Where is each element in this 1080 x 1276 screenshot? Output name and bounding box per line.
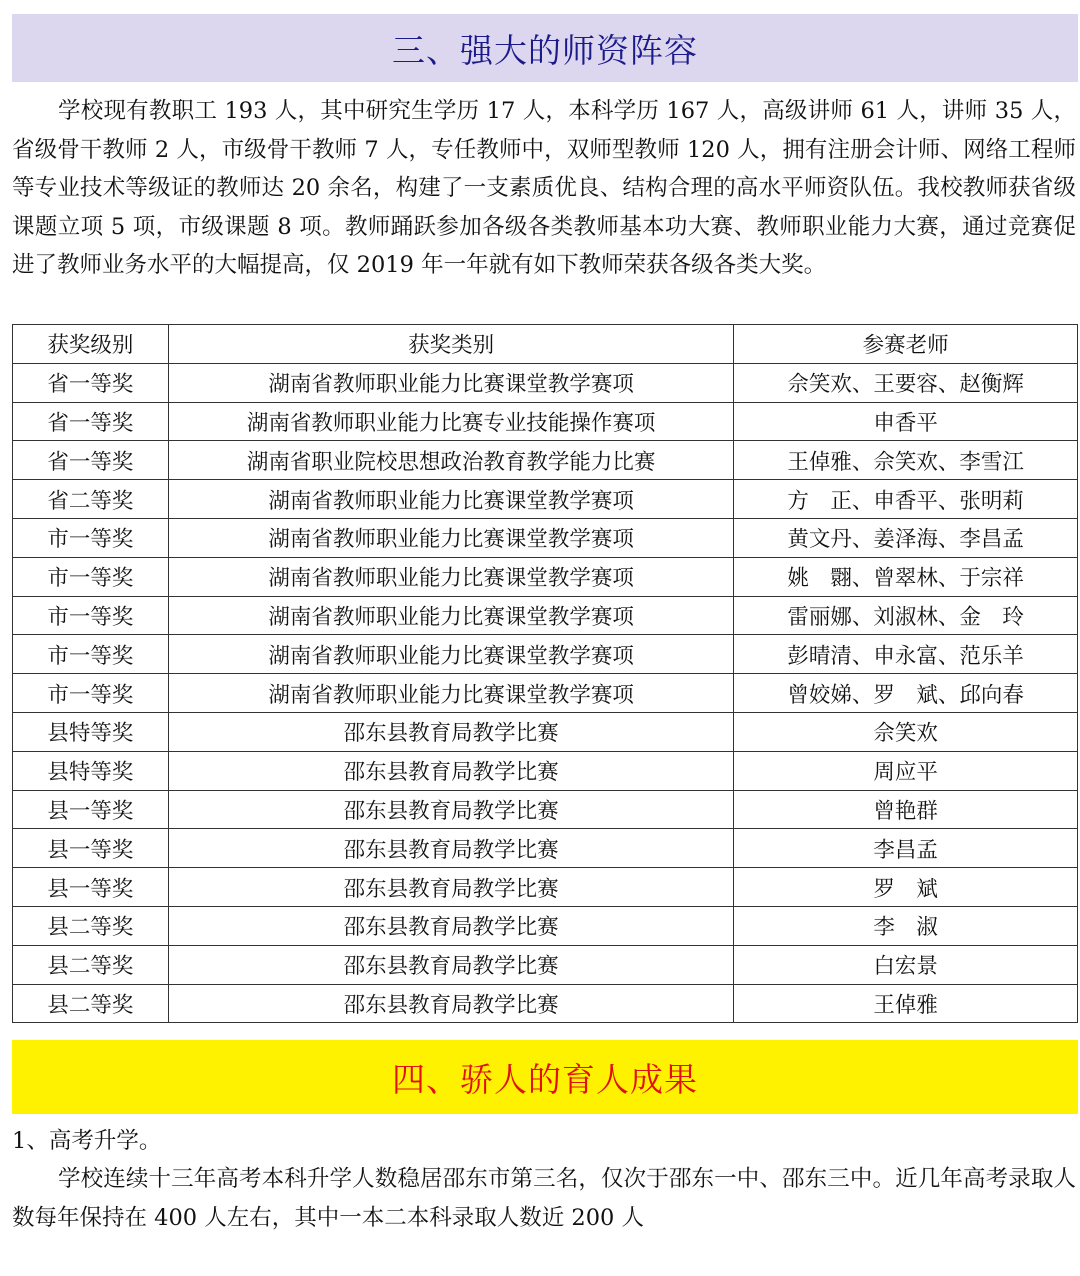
cell-award-category: 湖南省教师职业能力比赛课堂教学赛项 [168, 363, 733, 402]
cell-award-level: 省一等奖 [13, 441, 169, 480]
cell-teachers: 黄文丹、姜泽海、李昌孟 [734, 518, 1078, 557]
cell-award-level: 县一等奖 [13, 790, 169, 829]
results-paragraph: 学校连续十三年高考本科升学人数稳居邵东市第三名，仅次于邵东一中、邵东三中。近几年高考录取人数每年保持在 400 人左右，其中一本二本科录取人数近 200 人 [12, 1166, 1076, 1231]
cell-teachers: 申香平 [734, 402, 1078, 441]
table-row [13, 480, 1078, 519]
table-row [13, 596, 1078, 635]
cell-award-category: 湖南省教师职业能力比赛课堂教学赛项 [168, 518, 733, 557]
cell-teachers: 李 淑 [734, 906, 1078, 945]
cell-award-level: 县一等奖 [13, 868, 169, 907]
faculty-intro-paragraph: 学校现有教职工 193 人，其中研究生学历 17 人，本科学历 167 人，高级讲师 61 人，讲师 35 人，省级骨干教师 2 人，市级骨干教师 7 人，专任教师中，双师型教师 120 人，拥有注册会计师、网络工程师等专业技术等级证的教师达 20 余名，构建了一支素质优良、结构合理的高水平师资队伍。我校教师获省级课题立项 5 项，市级课题 8 项。教师踊跃参加各级各类教师基本功大赛、教师职业能力大赛，通过竞赛促进了教师业务水平的大幅提高，仅 2019 年一年就有如下教师荣获各级各类大奖。 [12, 98, 1076, 278]
table-row [13, 790, 1078, 829]
cell-award-level: 县特等奖 [13, 751, 169, 790]
table-row [13, 557, 1078, 596]
table-row [13, 829, 1078, 868]
subheading-college-entrance: 1、高考升学。 [12, 1128, 162, 1154]
cell-award-category: 邵东县教育局教学比赛 [168, 751, 733, 790]
cell-award-category: 湖南省教师职业能力比赛课堂教学赛项 [168, 674, 733, 713]
table-row [13, 363, 1078, 402]
cell-teachers: 佘笑欢 [734, 712, 1078, 751]
cell-award-category: 邵东县教育局教学比赛 [168, 790, 733, 829]
header-award-level: 获奖级别 [13, 325, 169, 364]
cell-teachers: 方 正、申香平、张明莉 [734, 480, 1078, 519]
table-row [13, 945, 1078, 984]
cell-award-category: 湖南省教师职业能力比赛专业技能操作赛项 [168, 402, 733, 441]
cell-teachers: 彭晴清、申永富、范乐羊 [734, 635, 1078, 674]
cell-award-level: 省一等奖 [13, 363, 169, 402]
section-4-heading: 四、骄人的育人成果 [12, 1040, 1078, 1114]
cell-teachers: 罗 斌 [734, 868, 1078, 907]
cell-award-level: 市一等奖 [13, 674, 169, 713]
cell-award-category: 湖南省教师职业能力比赛课堂教学赛项 [168, 596, 733, 635]
cell-award-level: 县一等奖 [13, 829, 169, 868]
cell-teachers: 白宏景 [734, 945, 1078, 984]
table-row [13, 868, 1078, 907]
table-row [13, 751, 1078, 790]
cell-award-category: 邵东县教育局教学比赛 [168, 945, 733, 984]
cell-teachers: 佘笑欢、王要容、赵衡辉 [734, 363, 1078, 402]
cell-award-category: 邵东县教育局教学比赛 [168, 829, 733, 868]
cell-teachers: 雷丽娜、刘淑林、金 玲 [734, 596, 1078, 635]
cell-award-category: 邵东县教育局教学比赛 [168, 712, 733, 751]
cell-award-category: 邵东县教育局教学比赛 [168, 868, 733, 907]
cell-teachers: 姚 翾、曾翠林、于宗祥 [734, 557, 1078, 596]
cell-teachers: 李昌孟 [734, 829, 1078, 868]
cell-teachers: 周应平 [734, 751, 1078, 790]
cell-award-level: 市一等奖 [13, 518, 169, 557]
cell-teachers: 王倬雅、佘笑欢、李雪江 [734, 441, 1078, 480]
cell-award-category: 湖南省教师职业能力比赛课堂教学赛项 [168, 480, 733, 519]
section-3-heading: 三、强大的师资阵容 [12, 14, 1078, 82]
table-row [13, 906, 1078, 945]
table-row [13, 674, 1078, 713]
header-award-category: 获奖类别 [168, 325, 733, 364]
cell-award-category: 湖南省教师职业能力比赛课堂教学赛项 [168, 635, 733, 674]
cell-award-level: 县二等奖 [13, 906, 169, 945]
cell-award-category: 邵东县教育局教学比赛 [168, 984, 733, 1023]
awards-table-body [13, 363, 1078, 1023]
table-row [13, 402, 1078, 441]
cell-award-level: 市一等奖 [13, 596, 169, 635]
awards-table [12, 324, 1078, 1023]
cell-award-level: 省一等奖 [13, 402, 169, 441]
table-row [13, 712, 1078, 751]
cell-award-category: 湖南省职业院校思想政治教育教学能力比赛 [168, 441, 733, 480]
cell-award-level: 县特等奖 [13, 712, 169, 751]
table-row [13, 441, 1078, 480]
cell-award-level: 市一等奖 [13, 635, 169, 674]
cell-award-level: 县二等奖 [13, 945, 169, 984]
cell-award-level: 省二等奖 [13, 480, 169, 519]
cell-award-category: 邵东县教育局教学比赛 [168, 906, 733, 945]
table-row [13, 984, 1078, 1023]
cell-teachers: 曾姣娣、罗 斌、邱向春 [734, 674, 1078, 713]
table-row [13, 518, 1078, 557]
cell-teachers: 王倬雅 [734, 984, 1078, 1023]
table-header-row [13, 325, 1078, 364]
cell-award-category: 湖南省教师职业能力比赛课堂教学赛项 [168, 557, 733, 596]
table-row [13, 635, 1078, 674]
cell-award-level: 市一等奖 [13, 557, 169, 596]
cell-award-level: 县二等奖 [13, 984, 169, 1023]
cell-teachers: 曾艳群 [734, 790, 1078, 829]
header-teachers: 参赛老师 [734, 325, 1078, 364]
